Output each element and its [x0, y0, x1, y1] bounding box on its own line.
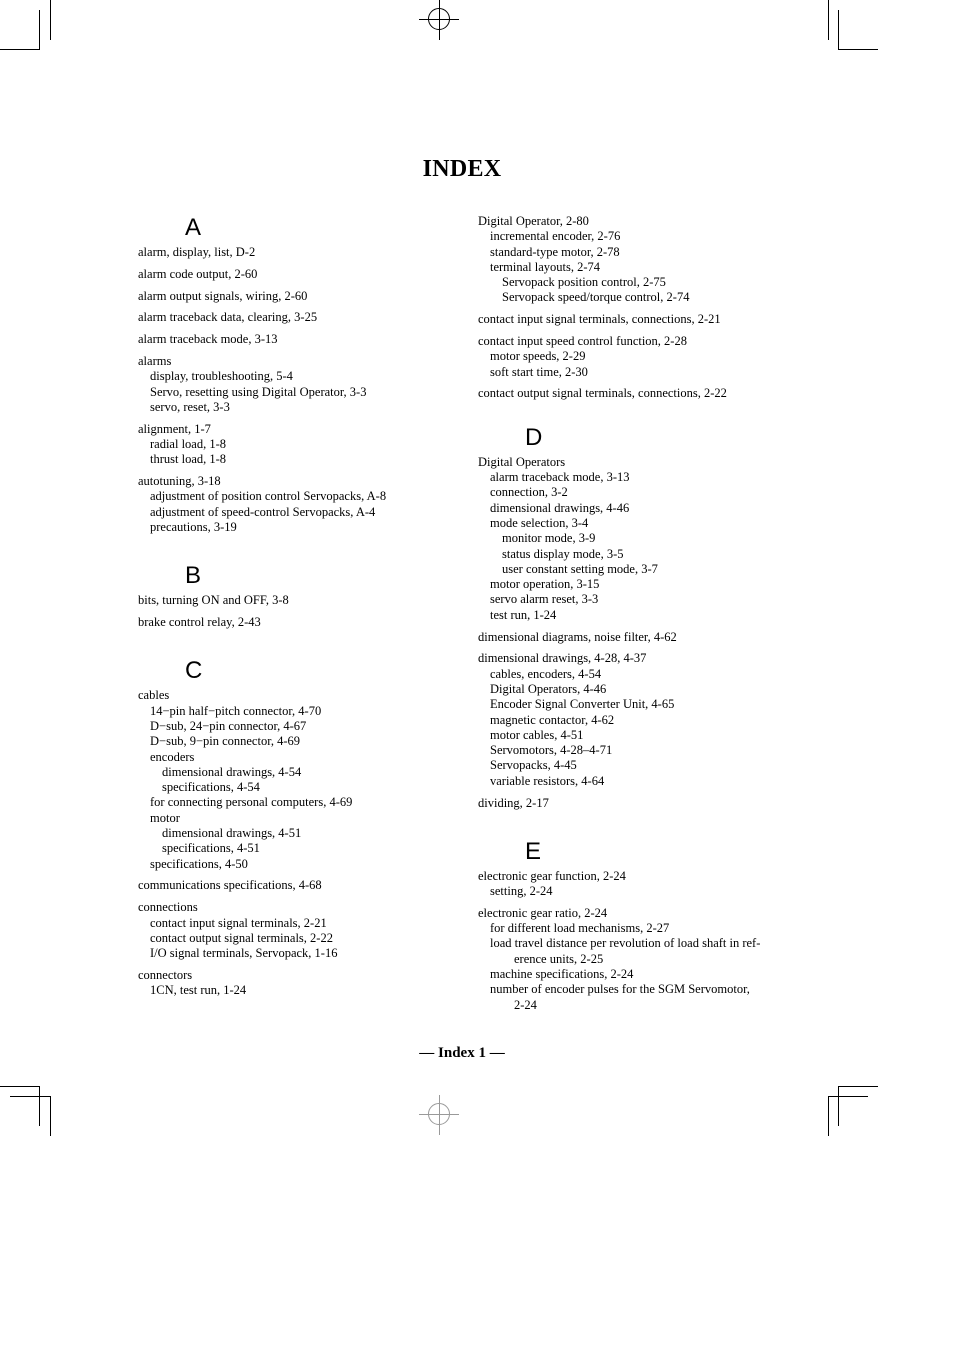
index-entry — [138, 289, 478, 304]
index-subterm: thrust load, 1-8 — [150, 452, 227, 467]
index-subterm: 14−pin half−pitch connector, 4-70 — [150, 703, 322, 718]
index-entry — [138, 968, 478, 999]
index-subterm: alarm traceback mode, 3-13 — [490, 470, 630, 485]
index-subterm: for different load mechanisms, 2-27 — [490, 921, 670, 936]
index-subterm: specifications, 4-51 — [162, 841, 260, 856]
index-term: contact input speed control function, 2-28 — [478, 334, 687, 349]
section-letter-heading: A — [185, 214, 202, 241]
index-entry — [478, 651, 818, 789]
index-subterm: D−sub, 9−pin connector, 4-69 — [150, 734, 301, 749]
index-subterm: contact input signal terminals, 2-21 — [150, 915, 327, 930]
index-subterm: contact output signal terminals, 2-22 — [150, 930, 333, 945]
section-letter-heading: D — [525, 423, 543, 451]
index-section-e — [478, 838, 818, 1013]
index-entry — [478, 455, 818, 623]
index-subterm: motor — [150, 810, 180, 825]
index-entry — [478, 334, 818, 380]
index-subterm: motor cables, 4-51 — [490, 727, 584, 742]
index-subterm: test run, 1-24 — [490, 607, 557, 622]
index-subterm: connection, 3-2 — [490, 485, 568, 500]
index-subterm: status display mode, 3-5 — [502, 546, 624, 561]
index-entry — [138, 878, 478, 893]
section-letter-heading: E — [525, 837, 542, 865]
index-term: alarm traceback data, clearing, 3-25 — [138, 310, 318, 325]
index-subterm: dimensional drawings, 4-46 — [490, 500, 630, 515]
page-footer: — Index 1 — — [419, 1045, 505, 1061]
index-subterm: adjustment of position control Servopacks, A-8 — [150, 489, 387, 504]
index-subterm: soft start time, 2-30 — [490, 364, 588, 379]
index-term: electronic gear ratio, 2-24 — [478, 905, 608, 920]
index-term: alarm, display, list, D-2 — [138, 245, 256, 259]
index-entry — [478, 796, 818, 811]
index-term: dimensional diagrams, noise filter, 4-62 — [478, 629, 677, 644]
index-entry — [138, 615, 478, 630]
index-subterm: motor operation, 3-15 — [490, 577, 600, 592]
index-entry — [138, 354, 478, 415]
index-subterm: adjustment of speed-control Servopacks, A-4 — [150, 504, 376, 519]
index-term: dividing, 2-17 — [478, 795, 549, 810]
index-term: Digital Operator, 2-80 — [478, 214, 589, 228]
index-entry — [138, 900, 478, 961]
index-term: alarm code output, 2-60 — [138, 266, 258, 281]
index-subterm: cables, encoders, 4-54 — [490, 666, 602, 681]
index-subterm: standard-type motor, 2-78 — [490, 244, 620, 259]
index-subterm: Servo, resetting using Digital Operator, 3-3 — [150, 384, 367, 399]
index-subterm: variable resistors, 4-64 — [490, 773, 605, 788]
index-term: electronic gear function, 2-24 — [478, 868, 626, 883]
index-entry — [138, 422, 478, 468]
index-term: contact input signal terminals, connections, 2-21 — [478, 312, 721, 327]
index-subterm: terminal layouts, 2-74 — [490, 259, 601, 274]
index-section-c — [138, 657, 478, 998]
index-column-right — [478, 214, 818, 1040]
index-entry — [478, 630, 818, 645]
index-subterm: Servopacks, 4-45 — [490, 758, 577, 773]
index-subterm: radial load, 1-8 — [150, 436, 227, 451]
index-term: connections — [138, 900, 198, 915]
index-entry — [478, 214, 818, 306]
index-entry — [478, 312, 818, 327]
section-letter-heading: B — [185, 562, 202, 590]
index-subterm: Servomotors, 4-28–4-71 — [490, 743, 613, 758]
index-subterm: 1CN, test run, 1-24 — [150, 983, 247, 998]
index-entry — [138, 593, 478, 608]
index-subterm: mode selection, 3-4 — [490, 515, 589, 530]
index-term: bits, turning ON and OFF, 3-8 — [138, 593, 289, 608]
index-subterm: encoders — [150, 749, 195, 764]
index-section-a — [138, 214, 478, 535]
index-subterm: user constant setting mode, 3-7 — [502, 561, 658, 576]
index-subterm: machine specifications, 2-24 — [490, 967, 634, 982]
index-subterm: 2-24 — [514, 997, 537, 1012]
page-title: INDEX — [422, 156, 502, 182]
section-letter-heading: C — [185, 657, 203, 685]
index-subterm: motor speeds, 2-29 — [490, 349, 586, 364]
index-subterm: display, troubleshooting, 5-4 — [150, 369, 293, 384]
index-subterm: setting, 2-24 — [490, 884, 553, 899]
index-entry — [478, 386, 818, 401]
index-section-b — [138, 562, 478, 630]
index-subterm: servo, reset, 3-3 — [150, 399, 230, 414]
index-subterm: I/O signal terminals, Servopack, 1-16 — [150, 946, 338, 961]
index-entry — [138, 267, 478, 282]
index-subterm: dimensional drawings, 4-54 — [162, 764, 302, 779]
index-term: Digital Operators — [478, 454, 566, 469]
index-term: dimensional drawings, 4-28, 4-37 — [478, 651, 647, 666]
index-entry — [478, 906, 818, 1013]
index-subterm: for connecting personal computers, 4-69 — [150, 795, 353, 810]
index-section-d — [478, 424, 818, 811]
index-subterm: dimensional drawings, 4-51 — [162, 826, 302, 841]
index-subterm: monitor mode, 3-9 — [502, 531, 596, 546]
index-subterm: magnetic contactor, 4-62 — [490, 712, 615, 727]
index-entry — [478, 869, 818, 900]
index-subterm: load travel distance per revolution of load shaft in ref- — [490, 936, 761, 951]
index-subterm: specifications, 4-50 — [150, 856, 248, 871]
index-term: alarm output signals, wiring, 2-60 — [138, 288, 308, 303]
index-entry — [138, 688, 478, 872]
index-entry — [138, 245, 478, 260]
index-subterm: number of encoder pulses for the SGM Servomotor, — [490, 982, 750, 997]
index-subterm: specifications, 4-54 — [162, 780, 260, 795]
index-term: alarm traceback mode, 3-13 — [138, 332, 278, 347]
index-subterm: Encoder Signal Converter Unit, 4-65 — [490, 697, 675, 712]
index-term: alignment, 1-7 — [138, 421, 211, 436]
index-entry — [138, 310, 478, 325]
index-entry — [138, 474, 478, 535]
index-subterm: Servopack position control, 2-75 — [502, 275, 666, 290]
index-subterm: servo alarm reset, 3-3 — [490, 592, 599, 607]
index-section-continued — [478, 214, 818, 402]
index-subterm: Digital Operators, 4-46 — [490, 681, 607, 696]
index-term: autotuning, 3-18 — [138, 474, 221, 489]
index-term: alarms — [138, 353, 172, 368]
index-term: cables — [138, 688, 170, 703]
index-subterm: D−sub, 24−pin connector, 4-67 — [150, 718, 307, 733]
index-term: connectors — [138, 967, 193, 982]
index-subterm: erence units, 2-25 — [514, 951, 604, 966]
index-term: brake control relay, 2-43 — [138, 615, 261, 630]
index-term: communications specifications, 4-68 — [138, 878, 322, 893]
index-subterm: precautions, 3-19 — [150, 519, 237, 534]
index-subterm: incremental encoder, 2-76 — [490, 229, 621, 244]
index-column-left — [138, 214, 478, 1025]
index-term: contact output signal terminals, connections, 2-22 — [478, 386, 727, 401]
index-subterm: Servopack speed/torque control, 2-74 — [502, 290, 690, 305]
index-entry — [138, 332, 478, 347]
